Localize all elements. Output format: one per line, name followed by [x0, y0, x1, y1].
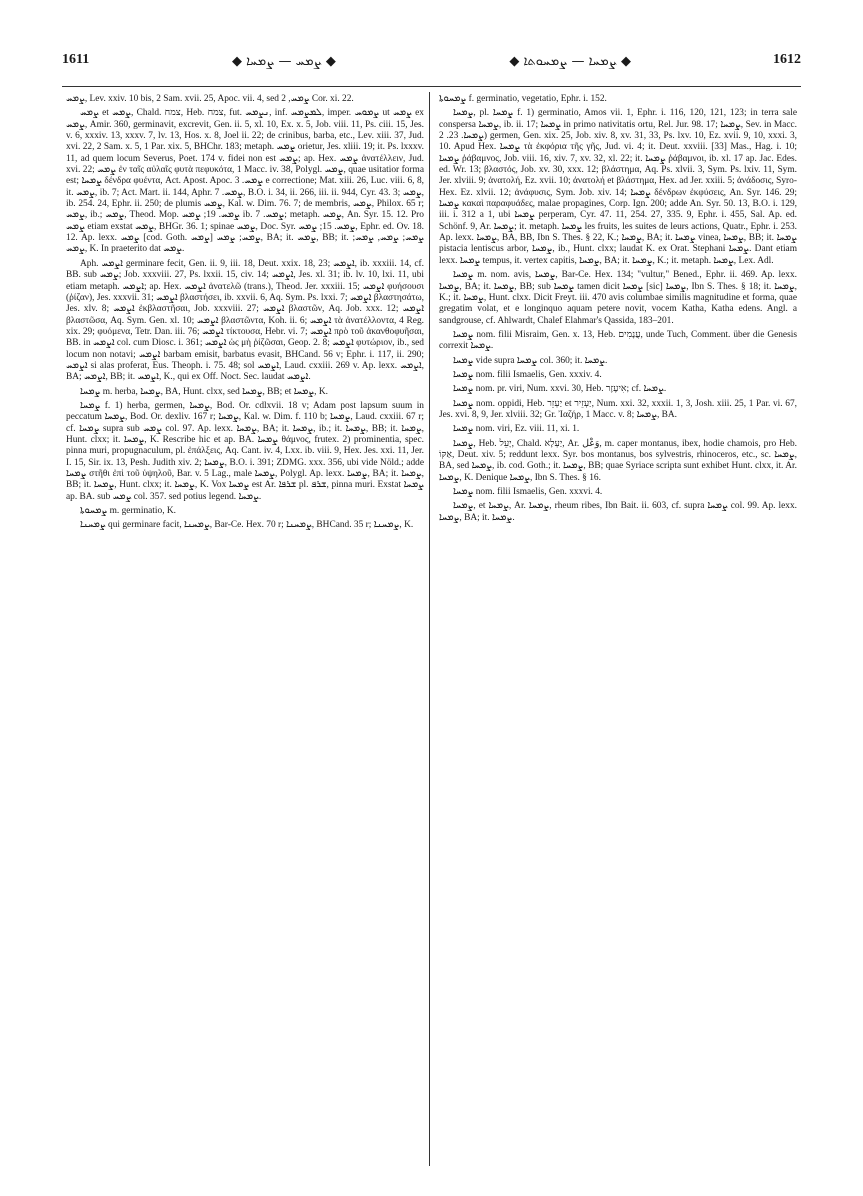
entry-paragraph: ܨܡܚܘܬܐ m. germinatio, K.	[80, 506, 177, 517]
entry-paragraph: ܨܡܚܢܐ qui germinare facit, ܨܡܚܢܐ, Bar-Ce. Hex. 70 r; ܨܡܚܢܐ, BHCand. 35 r; ܨܡܚܢܐ, K.	[80, 520, 414, 531]
right-running-title: ◆ ܨܡܚܐ — ܨܡܚܘܬܐ ◆	[509, 54, 631, 69]
column-divider	[429, 92, 430, 1166]
entry-paragraph: ܨܡܚ et ܨܡܚ, Chald. צמח, Heb. צמח, fut. ܢܨܡܚ, inf. ܠܡܨܡܚ, imper. ܨܡܘܚ ut ܨܡܚ ex ܨܡܚ, Amir. 360, germinavit, excrevit, Gen. ii. 5, xl. 10, Ex. x. 5, Job. viii. 11, Ps. ciii. 15, Jes. v. 6, xxxiv. 13, xxxv. 7, lv. 13, Hos. x. 8, Joel ii. 22; de crinibus, barba, etc., Lev. xiii. 37, Jud. xvi. 22, 2 Sam. x. 5, 1 Par. xix. 5, BHChr. 183; metaph. ܨܡܚ orietur, Jes. xliii. 19; it. Ps. lxxxv. 11, ad quem locum Severus, Poet. 174 v. fidei non est ܨܡܚ; ap. Hex. ܨܡܚ ἀνατέλλειν, Jud. xvi. 22; ܨܡܚ ἐν ταῖς αὐλαῖς φυτὰ πεφυκότα, 1 Macc. iv. 38, Polygl. ܨܡܚ, quae usitatior forma est; ܨܡܚܐ δένδρα φυέντα, Act. Apost. Apoc. ܨܡܚ. 3 e correctione; Mat. xiii. 26, Luc. viii. 6, 8, it. ܨܡܚ, ib. 7; Act. Mart. ii. 144, Aphr. ܨܡܚ. 7, B.O. i. 34, ii. 266, iii. ii. 944, Cyr. 43. 3; ܨܡܚ, ib. 254. 24, Ephr. ii. 250; de plumis ܨܡܚ, Kal. w. Dim. 76. 7; de membris, ܨܡܚ, Philox. 65 r; ܨܡܚ, ib.; ܨܡܚ, Theod. Mop. ܨܡܚ. 19; ܨܡܚ ib. ܨܡܚ. 7; metaph. ܨܡܚ, An. Syr. 15. 12. Pro ܨܡܚ etiam exstat ܨܡܚ, BHGr. 36. 1; spinae ܨܡܚ, Doc. Syr. ܨܡܚ. 15; ܨܡܚ, Ephr. ed. Ov. 18. 12. Ap. lexx. ܨܡܚ [cod. Goth. ܨܡܚ] ܨܡܚ; ܨܡܚ, BA; it. ܨܡܚ, BB; it. ܨܡܚ; ܨܡܚ, ܨܡܚ; ܨܡܚ, K. In praeterito dat ܨܡܚ.	[66, 108, 424, 255]
right-page-number: 1612	[773, 52, 801, 67]
entry-paragraph: ܨܡܚܐ m. nom. avis, ܨܡܚܐ, Bar-Ce. Hex. 134; "vultur," Bened., Ephr. ii. 469. Ap. lexx. ܨܡܚܐ, BA; it. ܨܡܚܐ, BB; sub ܨܡܚܐ tamen dicit ܨܡܚܐ [sic] ܨܡܚܐ, Ibn S. Thes. § 18; it. ܨܡܚܐ, K.; it. ܨܡܚܐ, Hunt. clxx. Dicit Freyt. iii. 470 avis columbae similis magnitudine et forma, quae gregatim volat, et e longinquo aquam petere novit, vocem Katha, Katha edens. Angl. a sandgrouse, cf. Ahlwardt, Chalef Elahmar's Qassida, 183–201.	[439, 270, 797, 326]
entry-paragraph: ܨܡܚܐ nom. filii Ismaelis, Gen. xxxvi. 4.	[453, 487, 603, 497]
entry-paragraph: ܨܡܚܐ f. 1) herba, germen, ܨܡܚܐ, Bod. Or. cdlxvii. 18 v; Adam post lapsum suum in peccatum ܨܡܚܐ, Bod. Or. dexliv. 167 r; ܨܡܚܐ, Kal. w. Dim. f. 110 b; ܨܡܚܐ, Laud. cxxiii. 67 r; cf. ܨܡܚܐ suprа sub ܨܡܚ col. 97. Ap. lexx. ܨܡܚܐ, BA; it. ܨܡܚܐ, ib.; it. ܨܡܚܐ, BB; it. ܨܡܚܐ, Hunt. clxx; it. ܨܡܚܐ, K. Rescribe hic et ap. BA. ܨܡܚܐ θάμνος, frutex. 2) prominentia, spec. pinna muri, propugnaculum, pl. ἐπάλξεις, Aq. Cant. iv. 4, Lxx. ib. viii. 9, Hex. Jes. xxi. 11, Jer. I. 15, Sir. ix. 13, Pesh. Judith xiv. 2; ܨܡܚܐ, B.O. i. 391; ZDMG. xxx. 356, ubi vide Nöld.; adde ܨܡܚܐ στῆθι ἐπὶ τοῦ ὑψηλοῦ, Bar. v. 5 Lag., male ܨܡܚܐ, Polygl. Ap. lexx. ܨܡܚܐ, BA; it. ܨܡܚܐ, BB; it. ܨܡܚܐ, Hunt. clxx; it. ܨܡܚܐ, K. Vox ܨܡܚܐ est Ar. ܫܪܦܐ pl. ܫܪܦ, pinna muri. Exstat ܨܡܚܐ ap. BA. sub ܨܡܚ col. 357. sed potius legend. ܨܡܚܐ.	[66, 400, 424, 502]
entry-paragraph: ܨܡܚܐ m. herba, ܨܡܚܐ, BA, Hunt. clxx, sed ܨܡܚܐ, BB; et ܨܡܚܐ, K.	[80, 386, 328, 397]
left-running-title: ◆ ܨܡܚ — ܨܡܚܐ ◆	[232, 54, 336, 69]
entry-paragraph: ܨܡܚܐ nom. filii Misraim, Gen. x. 13, Heb. עֲנָמִים, unde Tuch, Comment. über die Genesis correxit ܨܡܚܐ.	[439, 329, 797, 352]
page-header	[62, 52, 801, 82]
entry-paragraph: Aph. ܐܨܡܚ germinare fecit, Gen. ii. 9, iii. 18, Deut. xxix. 18, 23; ܐܨܡܚ, ib. xxxiii. 14, cf. BB. sub ܨܡܚ; Job. xxxviii. 27, Ps. lxxii. 15, civ. 14; ܐܨܡܚ, Jes. xl. 31; ib. lv. 10, lxi. 11, ubi etiam metaph. ܐܨܡܚ; ap. Hex. ܐܨܡܚ ἀνατελῶ (trans.), Theod. Jer. xxxiii. 15; ܐܨܡܚ φυήσουσι (ῥίζαν), Jes. xxxvii. 31; ܐܨܡܚ βλαστήσει, ib. xxvii. 6, Aq. Sym. Ps. lxxi. 7; ܐܨܡܚ βλαστησάτω, Jes. xlv. 8; ܐܨܡܚ ἐκβλαστῆσαι, Job. xxxviii. 27; ܐܨܡܚ βλαστῶν, Aq. Job. xxx. 12; ܐܨܡܚ βλαστῶσα, Aq. Sym. Gen. xl. 10; ܐܨܡܚ βλαστῶντα, Koh. ii. 6; ܐܨܡܚ τὰ ἀνατέλλοντα, 4 Reg. xix. 29; φυόμενα, Tetr. Dan. iii. 76; ܐܨܡܚ τίκτουσα, Hebr. vi. 7; ܐܨܡܚ πρὸ τοῦ ἀκανθοφυῆσαι, BB. in ܐܨܡܚ col. cum Diosc. i. 361; ܐܨܡܚ ὡς μὴ ῥίζῶσαι, Geop. 2. 8; ܐܨܡܚ φυτώριον, ib., sed locum non notavi; ܐܨܡܚ barbam emisit, barbatus evasit, BHCand. 56 v; Ephr. i. 117, ii. 290; ܐܨܡܚ si alas proferat, Eus. Theoph. i. 75. 48; sol ܐܨܡܚ, Laud. cxxiii. 269 v. Ap. lexx. ܐܨܡܚ, BA; ܐܨܡܚ, BB; it. ܐܨܡܚ, K., qui ex Off. Noct. Sec. laudat ܐܨܡܚ.	[66, 258, 424, 383]
entry-paragraph: ܨܡܚܐ nom. pr. viri, Num. xxvi. 30, Heb. אִיעֶזֶר; cf. ܨܡܚܐ.	[453, 384, 667, 395]
header-rule	[62, 86, 801, 87]
entry-paragraph: ܨܡܚܐ nom. oppidi, Heb. יַעְזֵר et יַעְזֵיר, Num. xxi. 32, xxxii. 1, 3, Josh. xiii. 25, 1 Par. vi. 67, Jes. xvi. 8, 9, Jer. xlviii. 32; Gr. Ἰαζήρ, 1 Macc. v. 8; ܨܡܚܐ, BA.	[439, 398, 797, 420]
entry-paragraph: ܨܡܚܘܬܐ f. germinatio, vegetatio, Ephr. i. 152.	[439, 94, 607, 104]
entry-paragraph: ܨܡܚܐ nom. viri, Ez. viii. 11, xi. 1.	[453, 424, 580, 435]
right-column	[439, 94, 797, 1164]
left-column	[66, 94, 424, 1164]
entry-paragraph: ܨܡܚܐ, pl. ܨܡܚܐ f. 1) germinatio, Amos vii. 1, Ephr. i. 116, 120, 121, 123; in terra sale conspersa ܨܡܚܐ, ib. ii. 17; ܨܡܚܐ in primo nativitatis ortu, Rel. Jur. 98. 17; ܨܡܚܐ, Sev. in Macc. ܨܡܚܐ. 23. 2) germen, Gen. xix. 25, Job. xiv. 8, xv. 31, 33, Ps. lxv. 10, Ez. xvii. 9, 10, xxxi. 3, 10. Apud Hex. ܨܡܚܐ τὰ ἐκφόρια τῆς γῆς, Jud. vi. 4; it. Deut. xxviii. [33] Mas., Hag. i. 10; ܨܡܚܐ ῥάβαμνος, Job. viii. 16, xiv. 7, xv. 32, xl. 22; it. ܨܡܚܐ ῥάβαμνοι, ib. xl. 17 ap. Jac. Edes. ed. Wr. 13; βλαστός, Job. xv. 30, xxx. 12; βλάστημα, Aq. Ps. xlvii. 3, Sym. Ps. lxiv. 11, Sym. Jer. xlviii. 9; ἀνατολή, Ez. xvii. 10; ἀνατολή et βλάστημα, Hex. ad Jer. xxiii. 5; ἀνάδοσις, Syro-Hex. Ez. xlvii. 12; ἀνάφυσις, Sym. Job. xiv. 14; ܨܡܚܐ δένδρων ἐκφύσεις, An. Syr. 146. 29; ܨܡܚܐ κακαὶ παραφυάδες, malae propagines, Corp. Ign. 200; adde An. Syr. 50. 13, B.O. i. 129, iii. i. 312 a 1, ubi ܨܡܚܐ perperam, Cyr. 47. 11, 254. 27, 335. 9, Ephr. i. 455, Sal. Ap. ed. Schönf. 9, Ar. ܨܡܚܐ; it. metaph. ܨܡܚܐ les fruits, les suites de leurs actions, Quatr., Ephr. i. 253. Ap. lexx. ܨܡܚܐ, BA, BB, Ibn S. Thes. § 22, K.; ܨܡܚܐ, BA; it. ܨܡܚܐ vinea, ܨܡܚܐ, BB; it. ܨܡܚܐ pistacia lentiscus arbor, ܨܡܚܐ, ib., Hunt. clxx; laudat K. ex Orat. Stephani ܨܡܚܐ. Dant etiam lexx. ܨܡܚܐ tempus, it. vertex capitis, ܨܡܚܐ, BA; it. ܨܡܚܐ, K.; it. metaph. ܨܡܚܐ, Lex. Adl.	[439, 108, 797, 266]
entry-paragraph: ܨܡܚܐ, Heb. יָעֵל, Chald. יַעְלָא, Ar. وَعْل, m. caper montanus, ibex, hodie chamois, pro Heb. אַקּוֹ, Deut. xiv. 5; reddunt lexx. Syr. bos montanus, bos sylvestris, rhinoceros, etc., sc. ܨܡܚܐ, BA, sed ܨܡܚܐ, ib. cod. Goth.; it. ܨܡܚܐ, BB; quae Syriace scripta sunt exhibet Hunt. clxx, it. Ar. ܨܡܚܐ, K. Denique ܨܡܚܐ, Ibn S. Thes. § 16.	[439, 438, 797, 483]
entry-paragraph: ܨܡܚܐ nom. filii Ismaelis, Gen. xxxiv. 4.	[453, 369, 602, 380]
left-page-number: 1611	[62, 52, 90, 67]
entry-paragraph: ܨܡܚ, Lev. xxiv. 10 bis, 2 Sam. xvii. 25, Apoc. vii. 4, sed ܨܡܚ, 2 Cor. xi. 22.	[66, 94, 354, 104]
entry-paragraph: ܨܡܚܐ vide suprа ܨܡܚܐ col. 360; it. ܨܡܚܐ.	[453, 355, 608, 366]
entry-paragraph: ܨܡܚܐ, et ܨܡܚܐ, Ar. ܨܡܚܐ, rheum ribes, Ibn Bait. ii. 603, cf. suprа ܨܡܚܐ col. 99. Ap. lexx. ܨܡܚܐ, BA; it. ܨܡܚܐ.	[439, 501, 797, 523]
